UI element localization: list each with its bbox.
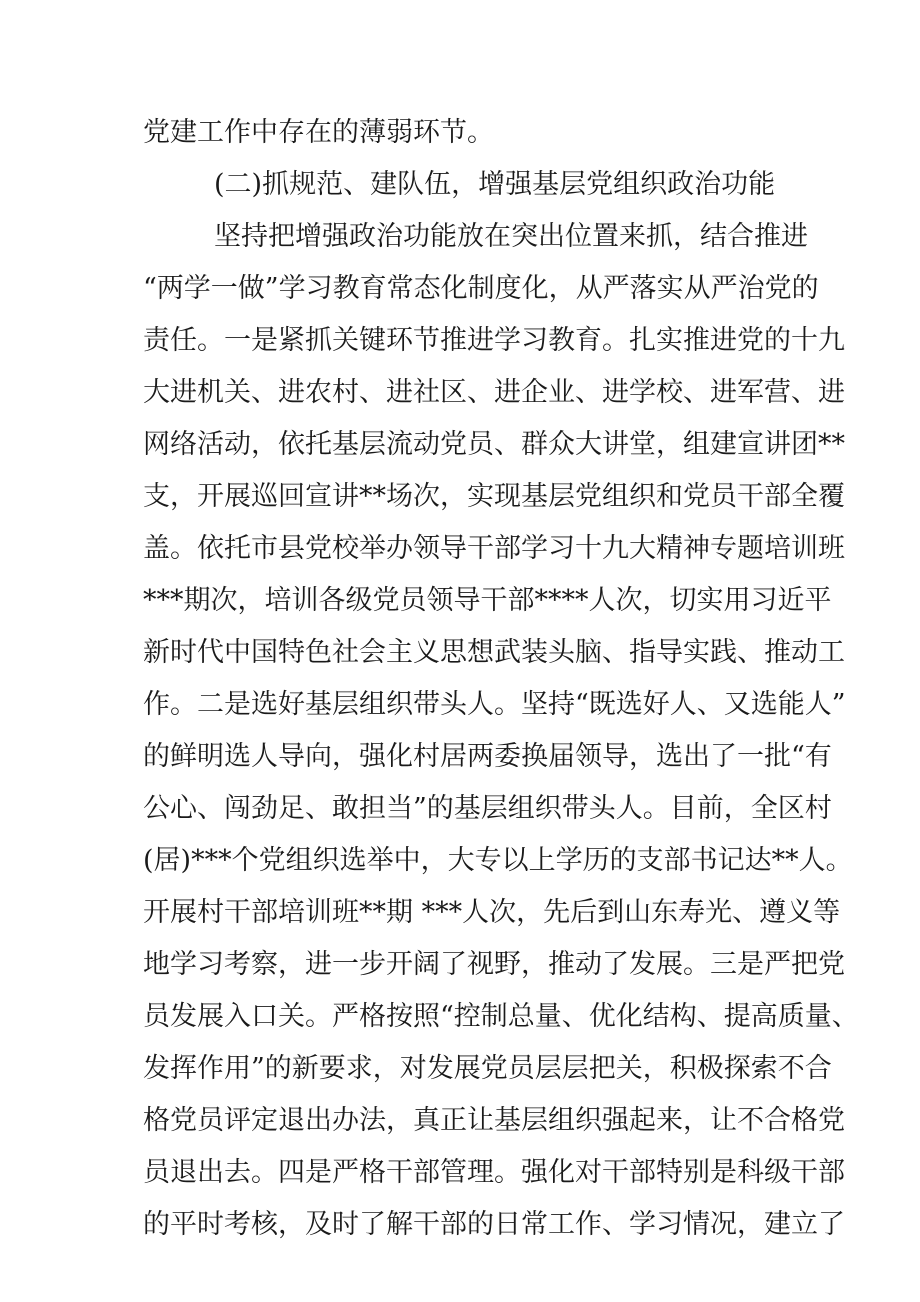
body-line: 发挥作用”的新要求，对发展党员层层把关，积极探索不合 (143, 1053, 832, 1084)
body-line: 公心、闯劲足、敢担当”的基层组织带头人。目前，全区村 (143, 793, 832, 824)
section-heading: (二)抓规范、建队伍，增强基层党组织政治功能 (214, 169, 776, 200)
body-line: ***期次，培训各级党员领导干部****人次，切实用习近平 (143, 585, 832, 616)
body-line: 盖。依托市县党校举办领导干部学习十九大精神专题培训班 (143, 533, 845, 564)
body-line: 作。二是选好基层组织带头人。坚持“既选好人、又选能人” (143, 689, 846, 720)
body-line: 的平时考核，及时了解干部的日常工作、学习情况，建立了 (143, 1209, 845, 1240)
body-line: 大进机关、进农村、进社区、进企业、进学校、进军营、进 (143, 377, 845, 408)
body-line: 新时代中国特色社会主义思想武装头脑、指导实践、推动工 (143, 637, 845, 668)
body-line: “两学一做”学习教育常态化制度化，从严落实从严治党的 (143, 273, 819, 304)
body-line: (居)***个党组织选举中，大专以上学历的支部书记达**人。 (143, 845, 853, 876)
body-line: 员发展入口关。严格按照“控制总量、优化结构、提高质量、 (143, 1001, 859, 1032)
body-line: 格党员评定退出办法，真正让基层组织强起来，让不合格党 (143, 1105, 845, 1136)
body-line: 责任。一是紧抓关键环节推进学习教育。扎实推进党的十九 (143, 325, 845, 356)
body-line: 支，开展巡回宣讲**场次，实现基层党组织和党员干部全覆 (143, 481, 845, 512)
body-line: 员退出去。四是严格干部管理。强化对干部特别是科级干部 (143, 1157, 845, 1188)
body-line: 坚持把增强政治功能放在突出位置来抓，结合推进 (214, 221, 808, 252)
body-line: 的鲜明选人导向，强化村居两委换届领导，选出了一批“有 (143, 741, 832, 772)
body-line: 开展村干部培训班**期 ***人次，先后到山东寿光、遵义等 (143, 897, 841, 928)
previous-paragraph-tail: 党建工作中存在的薄弱环节。 (143, 117, 494, 148)
body-line: 地学习考察，进一步开阔了视野，推动了发展。三是严把党 (143, 949, 845, 980)
body-line: 网络活动，依托基层流动党员、群众大讲堂，组建宣讲团** (143, 429, 845, 460)
